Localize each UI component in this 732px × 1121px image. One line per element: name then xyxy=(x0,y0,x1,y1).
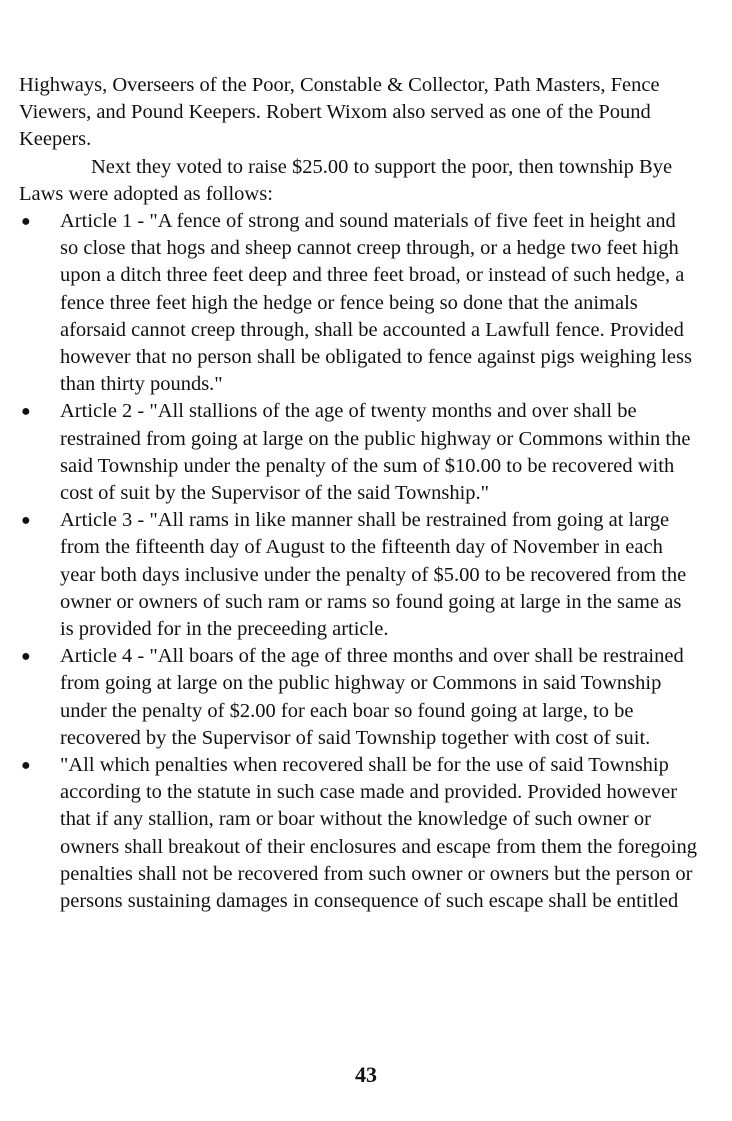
paragraph-offices: Highways, Overseers of the Poor, Constable & Collector, Path Masters, Fence Viewers, and Pound Keepers. Robert Wixom also served as one of the Pound Keepers. xyxy=(19,74,660,151)
list-item-article-2 xyxy=(19,398,699,507)
bye-laws-list xyxy=(19,208,699,915)
list-item-article-3 xyxy=(19,507,699,643)
article-1-text: Article 1 - "A fence of strong and sound materials of five feet in height and so close that hogs and sheep cannot creep through, or a hedge two feet high upon a ditch three feet deep and three feet broad, or instead of such hedge, a fence three feet high the hedge or fence being so done that the animals aforsaid cannot creep through, shall be accounted a Lawfull fence. Provided however that no person shall be obligated to fence against pigs weighing less than thirty pounds." xyxy=(60,210,692,396)
article-4-text: Article 4 - "All boars of the age of three months and over shall be restrained from going at large on the public highway or Commons in said Township under the penalty of $2.00 for each boar so found going at large, to be recovered by the Supervisor of said Township together with cost of suit. xyxy=(60,645,684,749)
penalties-text: "All which penalties when recovered shall be for the use of said Township according to the statute in such case made and provided. Provided however that if any stallion, ram or boar without the knowledge of such owner or owners shall breakout of their enclosures and escape from them the foregoing penalties shall not be recovered from such owner or owners but the person or persons sustaining damages in consequence of such escape shall be entitled xyxy=(60,754,697,913)
article-2-text: Article 2 - "All stallions of the age of twenty months and over shall be restrained from going at large on the public highway or Commons within the said Township under the penalty of the sum of $10.00 to be recovered with cost of suit by the Supervisor of the said Township." xyxy=(60,400,691,505)
body-text xyxy=(19,72,699,915)
bullet-icon: ● xyxy=(21,403,31,421)
page-number: 43 xyxy=(355,1062,377,1087)
list-item-article-4 xyxy=(19,643,699,752)
article-3-text: Article 3 - "All rams in like manner shall be restrained from going at large from the fifteenth day of August to the fifteenth day of November in each year both days inclusive under the penalty of $5.00 to be recovered from the owner or owners of such ram or rams so found going at large in the same as is provided for in the preceeding article. xyxy=(60,509,687,641)
bullet-icon: ● xyxy=(21,648,31,666)
paragraph-bye-laws-intro: Next they voted to raise $25.00 to support the poor, then township Bye Laws were adopted as follows: xyxy=(19,155,673,205)
bullet-icon: ● xyxy=(21,757,31,775)
bullet-icon: ● xyxy=(21,213,31,231)
list-item-article-1 xyxy=(19,208,699,398)
list-item-penalties xyxy=(19,752,699,915)
bullet-icon: ● xyxy=(21,512,31,530)
